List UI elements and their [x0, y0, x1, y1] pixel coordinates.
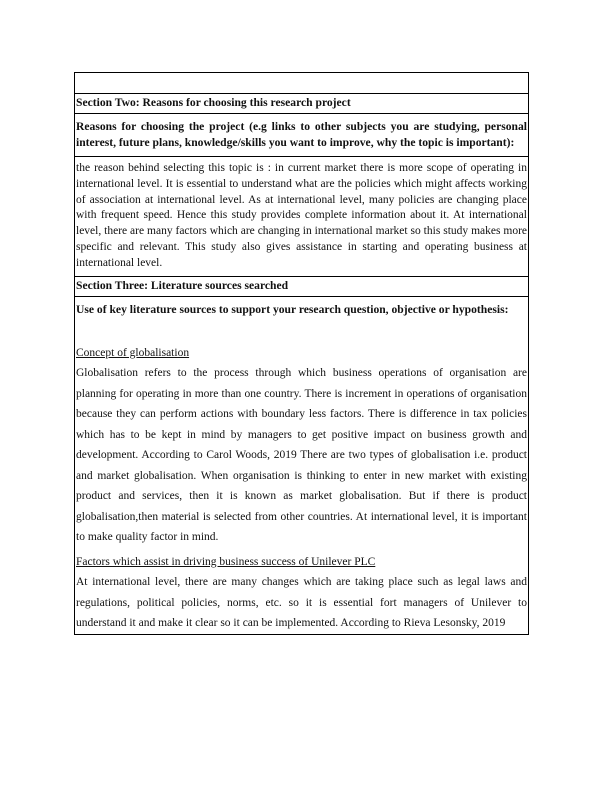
proposal-table	[74, 72, 529, 635]
topic-title-globalisation: Concept of globalisation	[76, 346, 190, 359]
section-three-content	[75, 297, 528, 634]
topic-title-unilever-factors: Factors which assist in driving business success of Unilever PLC	[76, 555, 376, 568]
topic-body-unilever-factors: At international level, there are many changes which are taking place such as legal laws and regulations, political policies, norms, etc. so it is essential fort managers of Unilever to understand it and make it clear so it can be implemented. According to Rieva Lesonsky, 2019	[76, 576, 527, 630]
section-three-heading: Section Three: Literature sources searched	[75, 277, 528, 297]
section-two-prompt: Reasons for choosing the project (e.g links to other subjects you are studying, personal interest, future plans, knowledge/skills you want to improve, why the topic is important):	[75, 114, 528, 157]
section-two-heading: Section Two: Reasons for choosing this research project	[75, 94, 528, 114]
topic-body-globalisation: Globalisation refers to the process through which business operations of organisation are planning for operating in more than one country. There is increment in operations of organisation because they can perform actions with boundary less factors. There is difference in tax policies which has to be kept in mind by managers to get positive impact on business growth and development. According to Carol Woods, 2019 There are two types of globalisation i.e. product and market globalisation. When organisation is thinking to enter in new market with existing product and services, then it is known as market globalisation. But if there is product globalisation,then material is selected from other countries. At international level, it is important to make quality factor in mind.	[76, 367, 527, 544]
empty-row	[75, 73, 528, 94]
section-three-prompt: Use of key literature sources to support your research question, objective or hypothesis:	[76, 302, 509, 316]
spacer	[76, 323, 527, 343]
section-two-answer: the reason behind selecting this topic is : in current market there is more scope of operating in international level. It is essential to understand what are the policies which might affects working of association at international level. As at international level, many policies are changing place with frequent speed. Hence this study provides complete information about it. At international level, there are many factors which are changing in international market so this study makes more specific and relevant. This study also gives assistance in starting and operating business at international level.	[75, 157, 528, 277]
